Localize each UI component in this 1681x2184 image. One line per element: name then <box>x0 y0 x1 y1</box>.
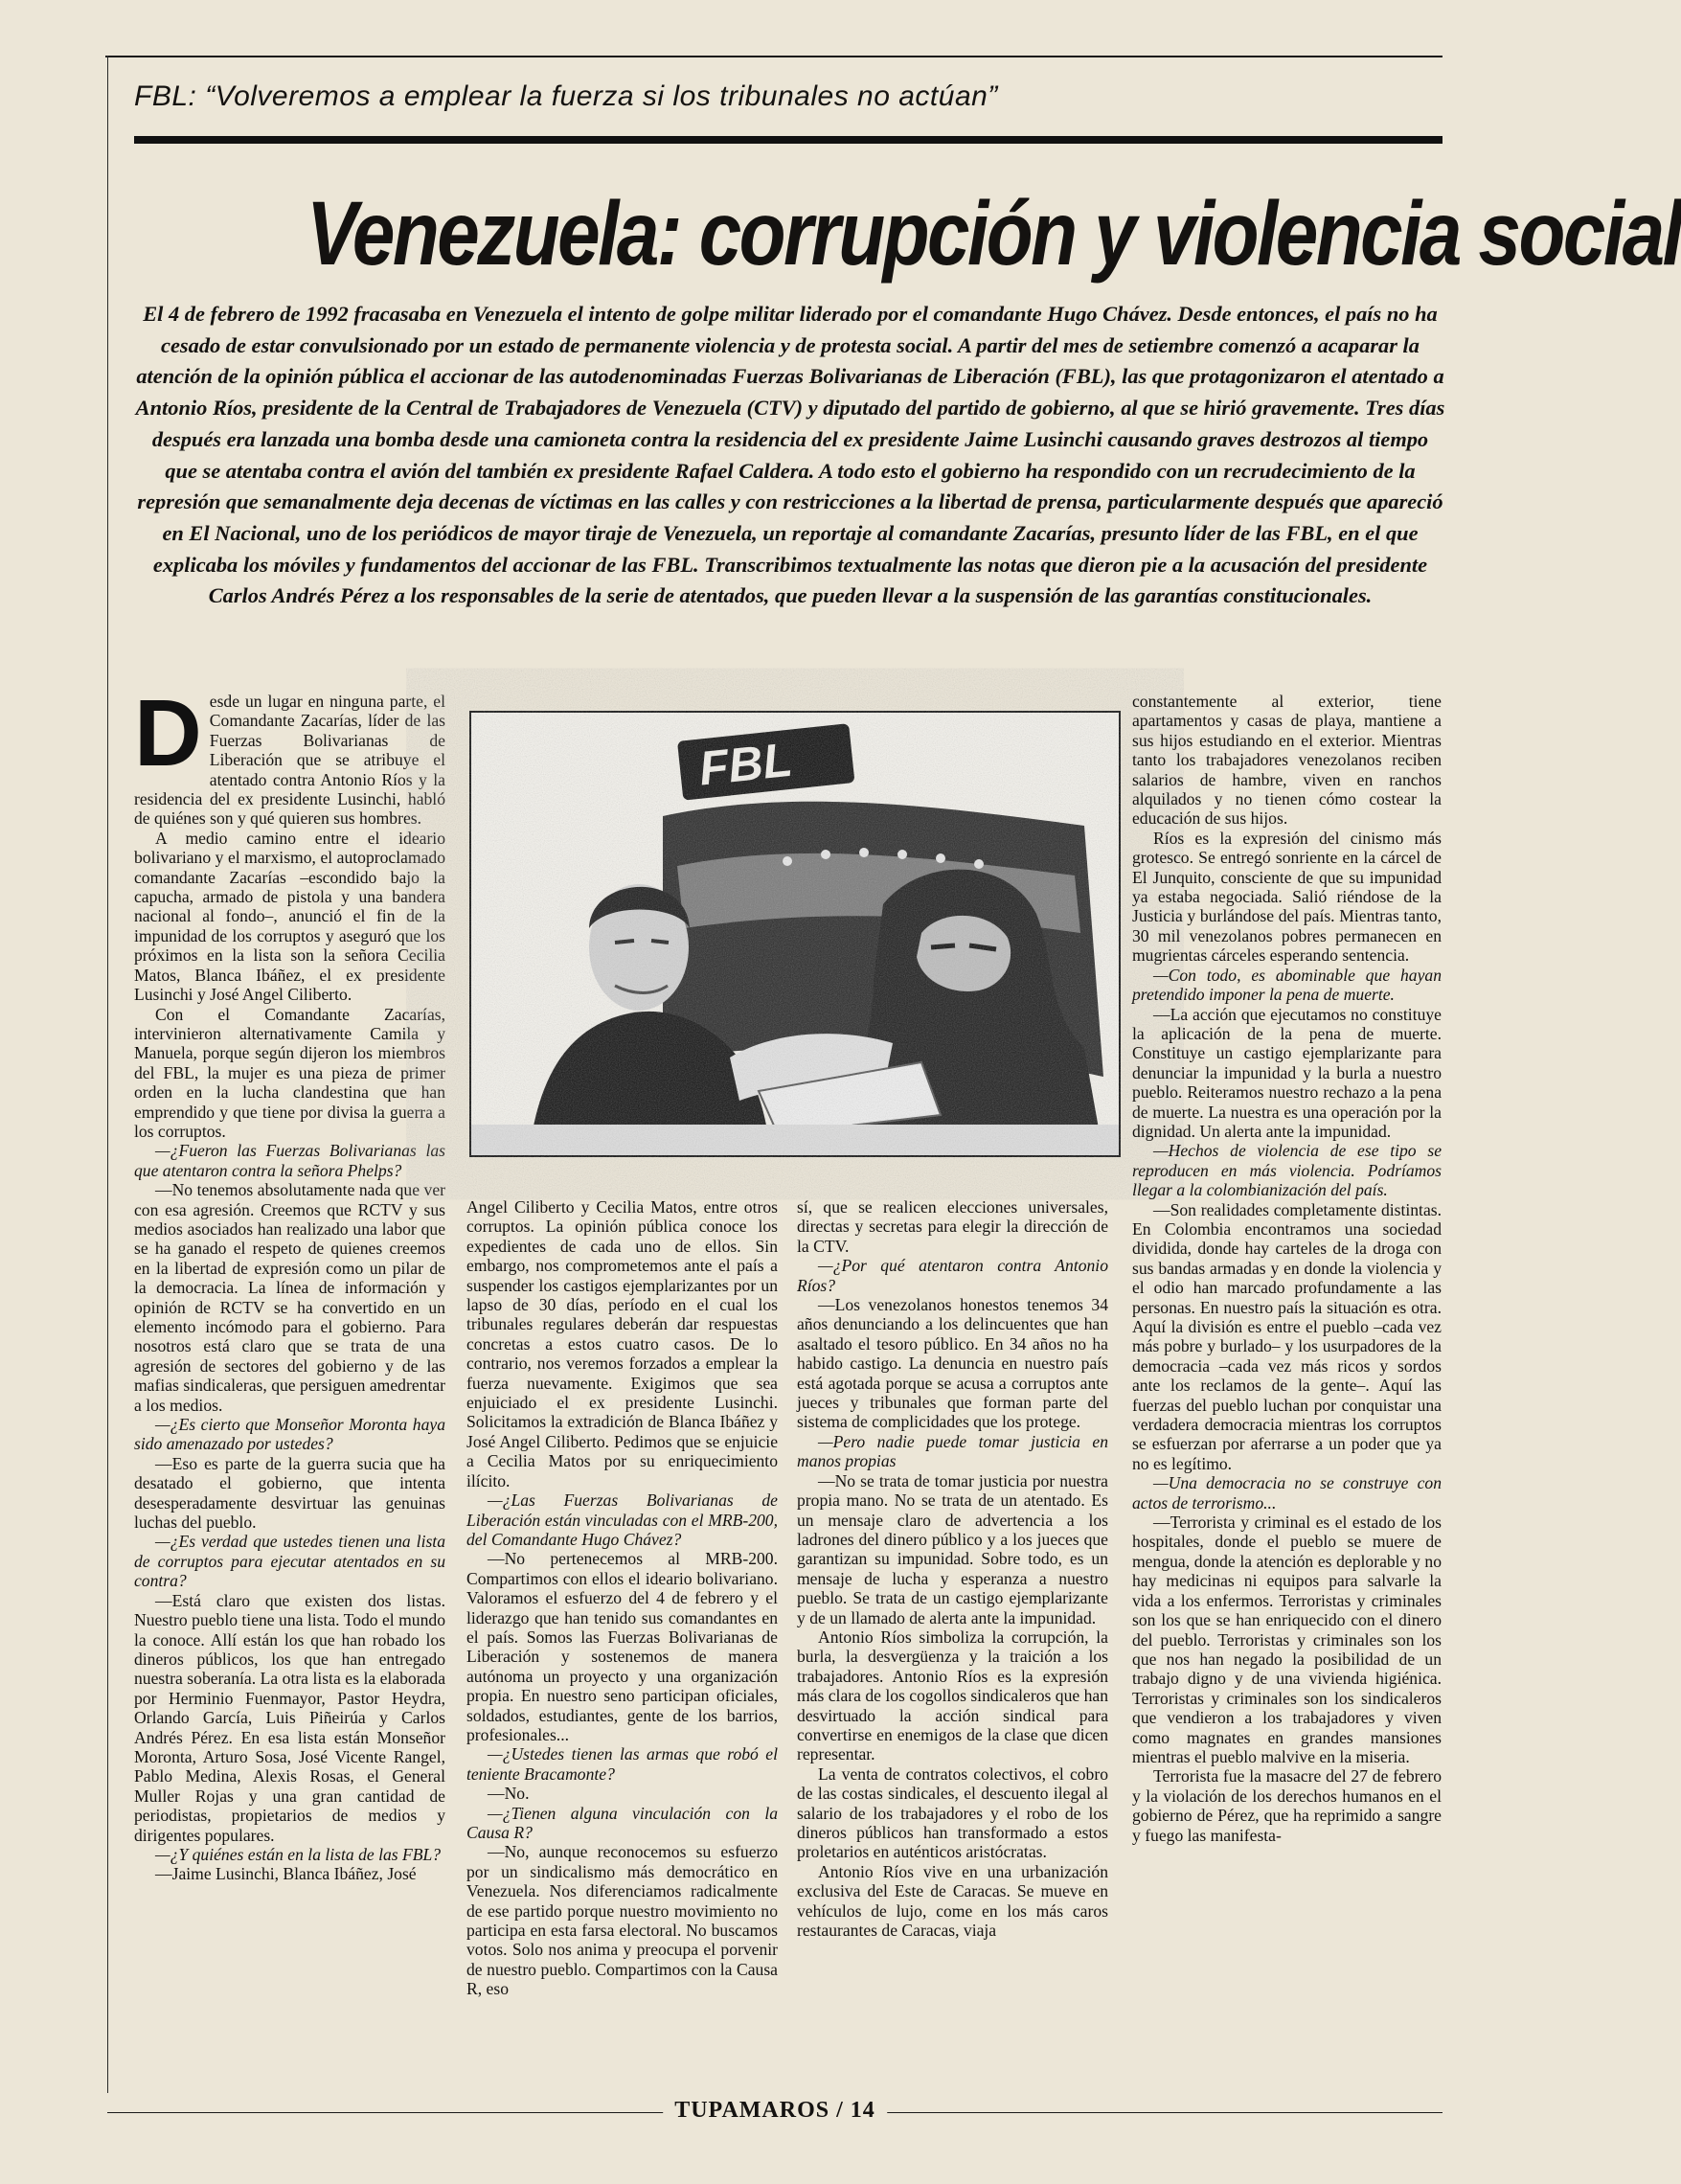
article-paragraph: —Eso es parte de la guerra sucia que ha desatado el gobierno, que intenta desesperadamente desvirtuar las genuinas luchas del pueblo. <box>134 1453 445 1533</box>
interview-question: —¿Ustedes tienen las armas que robó el teniente Bracamonte? <box>466 1744 778 1784</box>
column-4 <box>1132 692 1442 1845</box>
interview-question: —Pero nadie puede tomar justicia en manos propias <box>797 1431 1108 1471</box>
drop-cap: D <box>134 680 202 785</box>
article-paragraph: —No se trata de tomar justicia por nuestra propia mano. No se trata de un atentado. Es un mensaje claro de advertencia a los ladrones del dinero público y a los jueces que garantizan su impunidad. Sobre todo, es un mensaje de lucha y esperanza a nuestro pueblo. Se trata de un castigo ejemplarizante y de un llamado de alerta ante la impunidad. <box>797 1470 1108 1627</box>
interview-question: —¿Las Fuerzas Bolivarianas de Liberación están vinculadas con el MRB-200, del Comandante Hugo Chávez? <box>466 1490 778 1549</box>
photo <box>469 711 1121 1157</box>
article-paragraph: Angel Ciliberto y Cecilia Matos, entre otros corruptos. La opinión pública conoce los expedientes de cada uno de ellos. Sin embargo, nos comprometemos ante el país a suspender los castigos ejemplarizantes por un lapso de 30 días, período en el cual los tribunales regulares deberán dar respuestas concretas a estos cuatro casos. De lo contrario, nos veremos forzados a emplear la fuerza nuevamente. Exigimos que sea enjuiciado el ex presidente Lusinchi. Solicitamos la extradición de Blanca Ibáñez y José Angel Ciliberto. Pedimos que se enjuicie a Cecilia Matos por su enriquecimiento ilícito. <box>466 1197 778 1490</box>
article-paragraph: La venta de contratos colectivos, el cobro de las costas sindicales, el descuento ilegal al salario de los trabajadores y el robo de los dineros públicos han transformado a estos proletarios en auténticos aristócratas. <box>797 1763 1108 1862</box>
interview-question: —¿Fueron las Fuerzas Bolivarianas las que atentaron contra la señora Phelps? <box>134 1141 445 1180</box>
interview-question: —¿Es verdad que ustedes tienen una lista de corruptos para ejecutar atentados en su contra? <box>134 1532 445 1591</box>
article-paragraph: sí, que se realicen elecciones universales, directas y secretas para elegir la dirección de la CTV. <box>797 1197 1108 1256</box>
article-paragraph: —No tenemos absolutamente nada que ver con esa agresión. Creemos que RCTV y sus medios asociados han realizado una labor que se ha ganado el respeto de quienes creemos en la libertad de expresión como un pilar de la democracia. La línea de información y opinión de RCTV se ha convertido en un elemento incómodo para el gobierno. Para nosotros está claro que se trata de una agresión de sectores del gobierno y de las mafias sindicaleras, que persiguen amedrentar a los medios. <box>134 1180 445 1415</box>
interview-question: —¿Por qué atentaron contra Antonio Ríos? <box>797 1256 1108 1295</box>
article-paragraph: constantemente al exterior, tiene apartamentos y casas de playa, mantiene a sus hijos estudiando en el exterior. Mientras tanto los trabajadores venezolanos reciben salarios de hambre, viven en ranchos alquilados y no tienen cómo costear la educación de sus hijos. <box>1132 692 1442 829</box>
column-3 <box>797 1197 1108 1940</box>
top-rule <box>105 56 1442 57</box>
interview-question: —Una democracia no se construye con actos de terrorismo... <box>1132 1473 1442 1513</box>
article-paragraph: —Son realidades completamente distintas. En Colombia encontramos una sociedad dividida, donde hay carteles de la droga con sus bandas armadas y en donde la violencia y el odio han marcado profundamente a las personas. En nuestro país la situación es otra. Aquí la división es entre el pueblo –cada vez más pobre y burlado– y los usurpadores de la democracia –cada vez más ricos y sordos ante los reclamos de la gente–. Aquí las fuerzas del pueblo luchan por conquistar una verdadera democracia mientras los corruptos se esfuerzan por aferrarse a un poder que ya no es legítimo. <box>1132 1199 1442 1473</box>
article-paragraph: Antonio Ríos vive en una urbanización exclusiva del Este de Caracas. Se mueve en vehículos de lujo, come en los más caros restaurantes de Caracas, viaja <box>797 1861 1108 1941</box>
article-paragraph: —No, aunque reconocemos su esfuerzo por un sindicalismo más democrático en Venezuela. Nos diferenciamos radicalmente de ese partido porque nuestro movimiento no participa en esta farsa electoral. No buscamos votos. Solo nos anima y preocupa el porvenir de nuestro pueblo. Compartimos con la Causa R, eso <box>466 1842 778 1999</box>
article-paragraph: —No pertenecemos al MRB-200. Compartimos con ellos el ideario bolivariano. Valoramos el esfuerzo del 4 de febrero y el liderazgo que han tenido sus comandantes en el país. Somos las Fuerzas Bolivarianas de Liberación y sostenemos de manera autónoma un proyecto y una organización propia. En nuestro seno participan oficiales, soldados, estudiantes, gente de los barrios, profesionales... <box>466 1549 778 1744</box>
article-paragraph: Antonio Ríos simboliza la corrupción, la burla, la desvergüenza y la traición a los trabajadores. Antonio Ríos es la expresión más clara de los cogollos sindicaleros que han desvirtuado la acción sindical para convertirse en enemigos de la clase que dicen representar. <box>797 1627 1108 1764</box>
kicker-rule <box>134 136 1442 144</box>
article-paragraph: —Jaime Lusinchi, Blanca Ibáñez, José <box>155 1864 417 1884</box>
interview-question: —¿Tienen alguna vinculación con la Causa R? <box>466 1803 778 1842</box>
headline: Venezuela: corrupción y violencia social <box>307 183 1681 284</box>
footer <box>107 2098 1442 2127</box>
article-paragraph: Terrorista fue la masacre del 27 de febrero y la violación de los derechos humanos en el gobierno de Pérez, que ha reprimido a sangre y fuego las manifesta- <box>1132 1766 1442 1845</box>
column-1 <box>134 680 445 1884</box>
article-paragraph: —La acción que ejecutamos no constituye la aplicación de la pena de muerte. Constituye un castigo ejemplarizante para denunciar la impunidad y la burla a nuestro pueblo. Reiteramos nuestro rechazo a la pena de muerte. La nuestra es una operación por la dignidad. Un alerta ante la impunidad. <box>1132 1004 1442 1141</box>
left-margin-rule <box>107 56 108 2093</box>
lede: El 4 de febrero de 1992 fracasaba en Venezuela el intento de golpe militar liderado por el comandante Hugo Chávez. Desde entonces, el país no ha cesado de estar convulsionado por un estado de permanente violencia y de protesta social. A partir del mes de setiembre comenzó a acaparar la atención de la opinión pública el accionar de las autodenominadas Fuerzas Bolivarianas de Liberación (FBL), las que protagonizaron el atentado a Antonio Ríos, presidente de la Central de Trabajadores de Venezuela (CTV) y diputado del partido de gobierno, al que se hirió gravemente. Tres días después era lanzada una bomba desde una camioneta contra la residencia del ex presidente Jaime Lusinchi causando graves destrozos al tiempo que se atentaba contra el avión del también ex presidente Rafael Caldera. A todo esto el gobierno ha respondido con un recrudecimiento de la represión que semanalmente deja decenas de víctimas en las calles y con restricciones a la libertad de prensa, particularmente después que apareció en El Nacional, uno de los periódicos de mayor tiraje de Venezuela, un reportaje al comandante Zacarías, presunto líder de las FBL, en el que explicaba los móviles y fundamentos del accionar de las FBL. Transcribimos textualmente las notas que dieron pie a la acusación del presidente Carlos Andrés Pérez a los responsables de la serie de atentados, que pueden llevar a la suspensión de las garantías constitucionales. <box>135 302 1445 608</box>
interview-question: —¿Es cierto que Monseñor Moronta haya sido amenazado por ustedes? <box>134 1415 445 1454</box>
interview-question: —Hechos de violencia de ese tipo se reproducen en más violencia. Podríamos llegar a la colombianización del país. <box>1132 1141 1442 1200</box>
article-paragraph: —Terrorista y criminal es el estado de los hospitales, donde el pueblo se muere de mengua, donde la atención es deplorable y no hay medicinas ni equipos para salvarle la vida a los enfermos. Terroristas y criminales son los que se han enriquecido con el dinero del pueblo. Terroristas y criminales son los que nos han negado la posibilidad de un trabajo digno y de una vivienda higiénica. Terroristas y criminales son los sindicaleros que vendieron a los trabajadores y viven como magnates en grandes mansiones mientras el pueblo malvive en la miseria. <box>1132 1513 1442 1766</box>
article-paragraph: esde un lugar en ninguna parte, el Comandante Zacarías, líder de las Fuerzas Bolivarianas de Liberación que se atribuye el atentado contra Antonio Ríos y la residencia del ex presidente Lusinchi, habló de quiénes son y qué quieren sus hombres. <box>134 692 445 829</box>
page-folio: TUPAMAROS / 14 <box>663 2098 887 2124</box>
interview-question: —Con todo, es abominable que hayan pretendido imponer la pena de muerte. <box>1132 965 1442 1005</box>
article-paragraph: A medio camino entre el ideario bolivariano y el marxismo, el autoproclamado comandante Zacarías –escondido bajo la capucha, armado de pistola y una bandera nacional al fondo–, anunció el fin de la impunidad de los corruptos y aseguró que los próximos en la lista son la señora Cecilia Matos, Blanca Ibáñez, el ex presidente Lusinchi y José Angel Ciliberto. <box>134 828 445 1005</box>
article-paragraph: —Los venezolanos honestos tenemos 34 años denunciando a los delincuentes que han asaltado el tesoro público. En 34 años no ha habido castigo. La denuncia en nuestro país está agotada porque se acusa a corruptos ante jueces y tribunales que forman parte del sistema de complicidades que los protege. <box>797 1295 1108 1432</box>
article-paragraph: —No. <box>488 1784 530 1804</box>
article-paragraph: Con el Comandante Zacarías, intervinieron alternativamente Camila y Manuela, porque según dijeron los miembros del FBL, la mujer es una pieza de primer orden en la lucha clandestina que han emprendido y que tiene por divisa la guerra a los corruptos. <box>134 1004 445 1141</box>
interview-question: —¿Y quiénes están en la lista de las FBL? <box>155 1844 442 1864</box>
kicker: FBL: “Volveremos a emplear la fuerza si los tribunales no actúan” <box>134 80 998 112</box>
article-paragraph: Ríos es la expresión del cinismo más grotesco. Se entregó sonriente en la cárcel de El Junquito, consciente de que su impunidad ya estaba negociada. Salió riéndose de la Justicia y burlándose del país. Mientras tanto, 30 mil venezolanos pobres permanecen en mugrientas cárceles esperando sentencia. <box>1132 828 1442 966</box>
article-paragraph: —Está claro que existen dos listas. Nuestro pueblo tiene una lista. Todo el mundo la conoce. Allí están los que han robado los dineros públicos, los que han entregado nuestra soberanía. La otra lista es la elaborada por Herminio Fuenmayor, Pastor Heydra, Orlando García, Luis Piñeirúa y Carlos Andrés Pérez. En esa lista están Monseñor Moronta, Arturo Sosa, José Vicente Rangel, Pablo Medina, Alexis Rosas, el General Muller Rojas y una gran cantidad de periodistas, propietarios de medios y dirigentes populares. <box>134 1590 445 1845</box>
column-2 <box>466 1197 778 1999</box>
